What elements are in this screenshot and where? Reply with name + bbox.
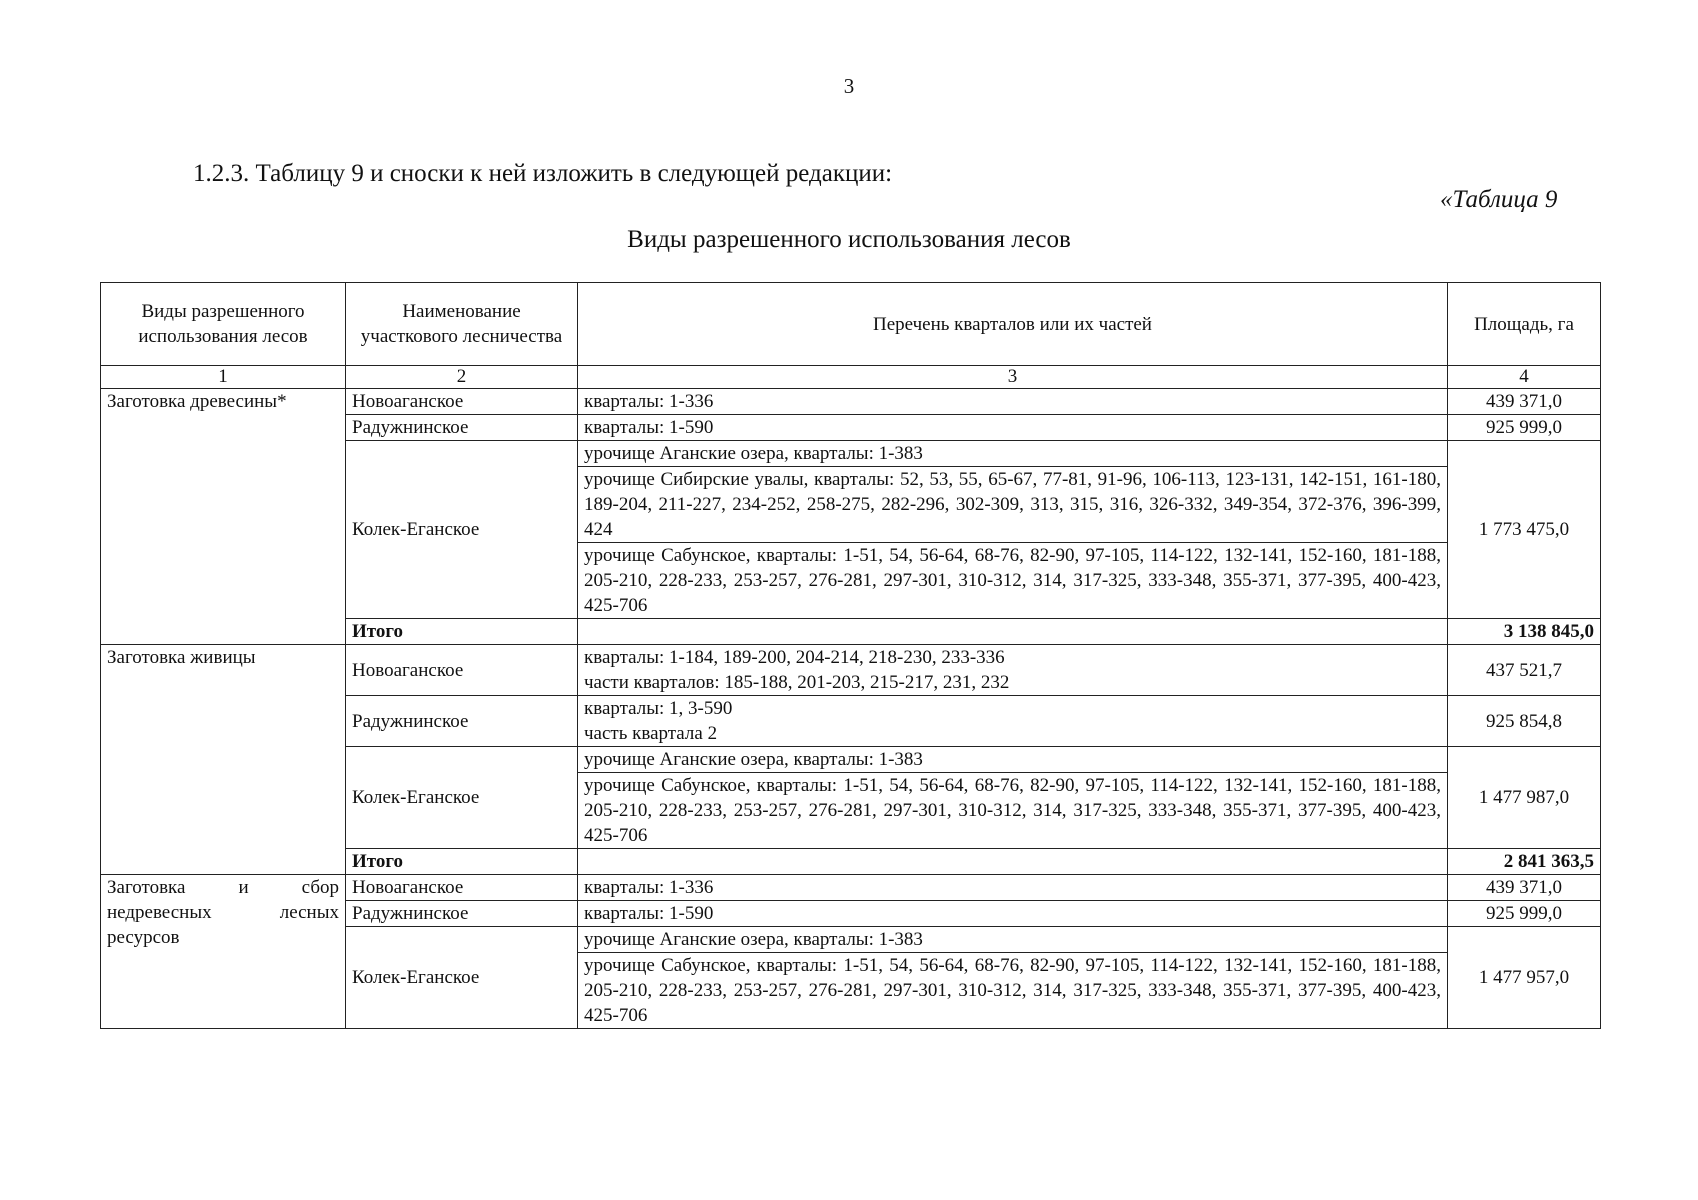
forestry-name: Новоаганское [346,645,578,696]
forestry-name: Радужнинское [346,696,578,747]
header-forestry-name: Наименование участкового лесничества [346,283,578,366]
area-value: 1 477 957,0 [1448,927,1601,1029]
amendment-instruction: 1.2.3. Таблицу 9 и сноски к ней изложить в следующей редакции: [193,160,893,187]
area-value: 925 854,8 [1448,696,1601,747]
quarters-text: кварталы: 1-590 [578,415,1448,441]
empty-cell [578,849,1448,875]
use-type-cell: Заготовка живицы [101,645,346,875]
total-value: 2 841 363,5 [1448,849,1601,875]
quarters-line: часть квартала 2 [584,723,718,744]
forestry-name: Колек-Еганское [346,747,578,849]
table-row [101,875,1601,901]
table-row [101,389,1601,415]
header-row [101,283,1601,366]
column-number: 2 [346,366,578,389]
column-number: 3 [578,366,1448,389]
page-number: 3 [843,74,855,98]
header-use-type: Виды разрешенного использования лесов [101,283,346,366]
forestry-name: Радужнинское [346,415,578,441]
quarters-text: урочище Сибирские увалы, кварталы: 52, 53, 55, 65-67, 77-81, 91-96, 106-113, 123-131, 142-151, 161-180, 189-204, 211-227, 234-252, 258-275, 282-296, 302-309, 313, 315, 316, 326-332, 349-354, 372-376, 396-399, 424 [578,467,1448,543]
header-area: Площадь, га [1448,283,1601,366]
total-label: Итого [346,619,578,645]
column-number-row [101,366,1601,389]
quarters-text: кварталы: 1-336 [578,389,1448,415]
column-number: 4 [1448,366,1601,389]
forestry-name: Новоаганское [346,389,578,415]
total-label: Итого [346,849,578,875]
quarters-text: кварталы: 1-336 [578,875,1448,901]
forestry-name: Новоаганское [346,875,578,901]
quarters-text: кварталы: 1-590 [578,901,1448,927]
forest-use-table [100,282,1601,1029]
area-value: 1 477 987,0 [1448,747,1601,849]
forestry-name: Радужнинское [346,901,578,927]
header-quarters-list: Перечень кварталов или их частей [578,283,1448,366]
empty-cell [578,619,1448,645]
area-value: 439 371,0 [1448,389,1601,415]
area-value: 1 773 475,0 [1448,441,1601,619]
quarters-line: части кварталов: 185-188, 201-203, 215-217, 231, 232 [584,672,1010,693]
table-title: Виды разрешенного использования лесов [627,226,1071,253]
forestry-name: Колек-Еганское [346,441,578,619]
column-number: 1 [101,366,346,389]
quarters-line: кварталы: 1, 3-590 [584,698,733,719]
area-value: 439 371,0 [1448,875,1601,901]
total-value: 3 138 845,0 [1448,619,1601,645]
area-value: 437 521,7 [1448,645,1601,696]
area-value: 925 999,0 [1448,415,1601,441]
table-row [101,645,1601,696]
use-type-cell: Заготовка древесины* [101,389,346,645]
quarters-line: кварталы: 1-184, 189-200, 204-214, 218-230, 233-336 [584,647,1005,668]
quarters-text: урочище Аганские озера, кварталы: 1-383 [578,441,1448,467]
quarters-text: урочище Аганские озера, кварталы: 1-383 [578,747,1448,773]
area-value: 925 999,0 [1448,901,1601,927]
forestry-name: Колек-Еганское [346,927,578,1029]
quarters-text: урочище Сабунское, кварталы: 1-51, 54, 56-64, 68-76, 82-90, 97-105, 114-122, 132-141, 152-160, 181-188, 205-210, 228-233, 253-257, 276-281, 297-301, 310-312, 314, 317-325, 333-348, 355-371, 377-395, 400-423, 425-706 [578,773,1448,849]
use-type-cell: Заготовка и сбор недревесных лесных ресурсов [101,875,346,1029]
quarters-text: урочище Сабунское, кварталы: 1-51, 54, 56-64, 68-76, 82-90, 97-105, 114-122, 132-141, 152-160, 181-188, 205-210, 228-233, 253-257, 276-281, 297-301, 310-312, 314, 317-325, 333-348, 355-371, 377-395, 400-423, 425-706 [578,543,1448,619]
quarters-text [578,696,1448,747]
table-reference: «Таблица 9 [1440,186,1558,213]
quarters-text: урочище Аганские озера, кварталы: 1-383 [578,927,1448,953]
quarters-text: урочище Сабунское, кварталы: 1-51, 54, 56-64, 68-76, 82-90, 97-105, 114-122, 132-141, 152-160, 181-188, 205-210, 228-233, 253-257, 276-281, 297-301, 310-312, 314, 317-325, 333-348, 355-371, 377-395, 400-423, 425-706 [578,953,1448,1029]
quarters-text [578,645,1448,696]
